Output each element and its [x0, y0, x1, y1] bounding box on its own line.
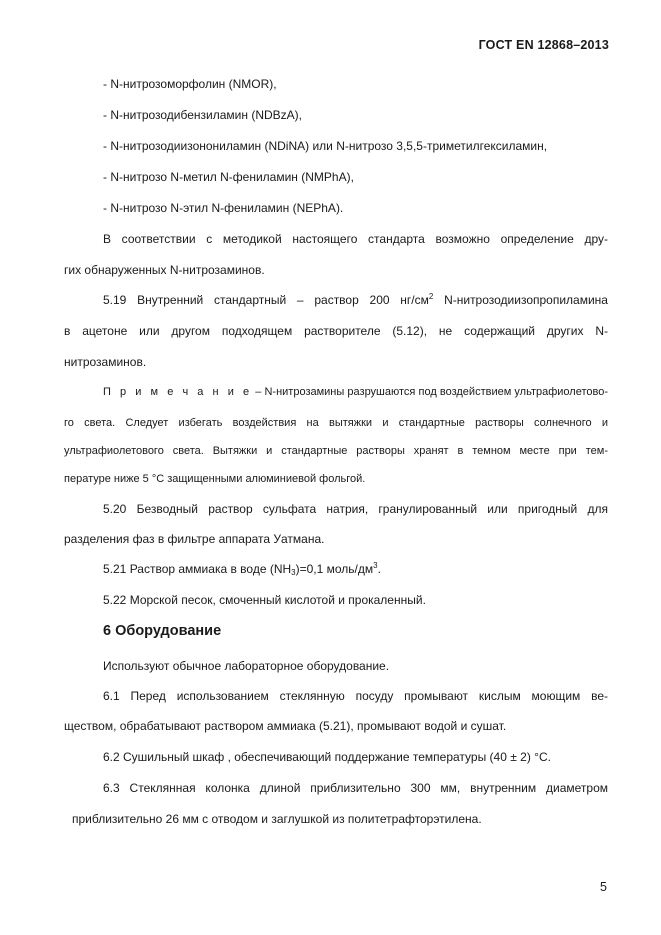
subscript: 3	[291, 568, 296, 577]
note-line: ультрафиолетового света. Вытяжки и стандартные растворы хранят в темном месте при тем-	[64, 445, 608, 457]
list-item: - N-нитрозо N-этил N-фениламин (NEPhA).	[103, 201, 344, 215]
paragraph-line: В соответствии с методикой настоящего стандарта возможно определение дру-	[103, 232, 608, 246]
clause-6-2: 6.2 Сушильный шкаф , обеспечивающий поддержание температуры (40 ± 2) °С.	[103, 750, 551, 764]
clause-6-1-line: 6.1 Перед использованием стеклянную посуду промывают кислым моющим ве-	[103, 689, 608, 703]
page-number: 5	[600, 880, 607, 894]
superscript: 2	[428, 292, 434, 301]
clause-6-3-line: приблизительно 26 мм с отводом и заглушкой из политетрафторэтилена.	[72, 812, 482, 826]
note-line: го света. Следует избегать воздействия на вытяжки и стандартные растворы солнечного и	[64, 417, 608, 429]
document-header: ГОСТ EN 12868–2013	[478, 38, 609, 52]
clause-5-22: 5.22 Морской песок, смоченный кислотой и прокаленный.	[103, 593, 426, 607]
superscript: 3	[373, 561, 378, 570]
paragraph-line: Используют обычное лабораторное оборудование.	[103, 659, 390, 673]
list-item: - N-нитрозодиизонониламин (NDiNA) или N-нитрозо 3,5,5-триметилгексиламин,	[103, 139, 548, 153]
list-item: - N-нитрозо N-метил N-фениламин (NMPhA),	[103, 170, 354, 184]
section-title: 6 Оборудование	[103, 623, 222, 639]
clause-5-19-line: в ацетоне или другом подходящем растворителе (5.12), не содержащий других N-	[64, 324, 608, 338]
clause-5-21: 5.21 Раствор аммиака в воде $(NH_3)=0,1$ моль/$дм^3$.	[103, 561, 381, 577]
clause-6-1-line: ществом, обрабатывают раствором аммиака (5.21), промывают водой и сушат.	[64, 719, 507, 733]
clause-6-3-line: 6.3 Стеклянная колонка длиной приблизительно 300 мм, внутренним диаметром	[103, 781, 608, 795]
clause-5-20-line: 5.20 Безводный раствор сульфата натрия, гранулированный или пригодный для	[103, 502, 608, 516]
clause-5-19-line: нитрозаминов.	[64, 355, 147, 369]
note-line: П р и м е ч а н и е – N-нитрозамины разрушаются под воздействием ультрафиолетово-	[103, 386, 608, 398]
clause-5-20-line: разделения фаз в фильтре аппарата Уатмана.	[64, 532, 325, 546]
clause-5-19-line: 5.19 Внутренний стандартный – раствор 200 $нг/см^2$ N-нитрозодиизопропиламина	[103, 292, 608, 307]
note-line: пературе ниже 5 °С защищенными алюминиевой фольгой.	[64, 473, 366, 485]
note-label: П р и м е ч а н и е	[103, 386, 253, 398]
paragraph-line: гих обнаруженных N-нитрозаминов.	[64, 263, 265, 277]
list-item: - N-нитрозоморфолин (NMOR),	[103, 77, 277, 91]
list-item: - N-нитрозодибензиламин (NDBzA),	[103, 108, 303, 122]
